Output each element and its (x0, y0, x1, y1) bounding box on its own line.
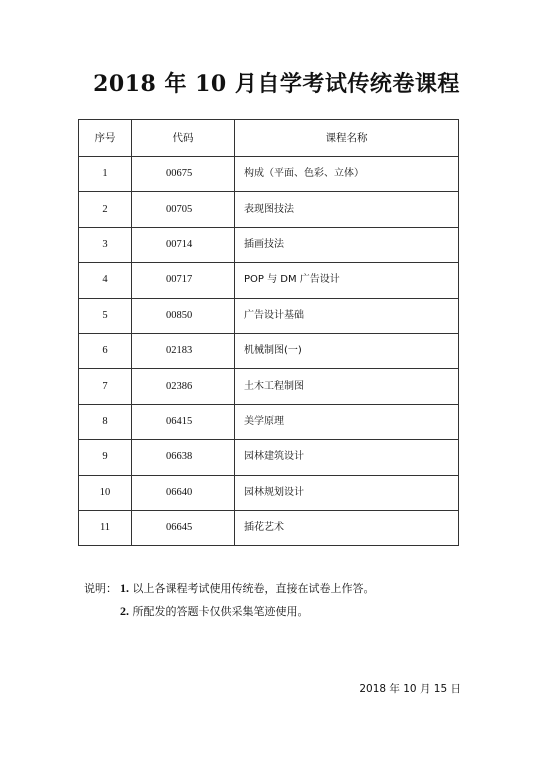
row-course-name: 机械制图(一) (235, 333, 459, 368)
page-title: 2018 年 10 月自学考试传统卷课程 (93, 71, 460, 97)
row-course-code: 00705 (132, 192, 235, 227)
row-course-code: 02386 (132, 369, 235, 404)
row-course-code: 02183 (132, 333, 235, 368)
row-course-name: 园林规划设计 (235, 475, 459, 510)
row-serial-number: 11 (79, 510, 132, 545)
row-course-code: 00714 (132, 227, 235, 262)
row-serial-number: 6 (79, 333, 132, 368)
row-course-name: 美学原理 (235, 404, 459, 439)
table-row (79, 192, 459, 227)
row-serial-number: 9 (79, 440, 132, 475)
table-row (79, 404, 459, 439)
row-course-name: 插花艺术 (235, 510, 459, 545)
row-course-name: 构成（平面、色彩、立体） (235, 157, 459, 192)
row-course-code: 06638 (132, 440, 235, 475)
table-row (79, 475, 459, 510)
row-course-name: 表现图技法 (235, 192, 459, 227)
header-code: 代码 (132, 120, 235, 157)
row-course-name: 广告设计基础 (235, 298, 459, 333)
table-row (79, 227, 459, 262)
table-row (79, 510, 459, 545)
row-serial-number: 7 (79, 369, 132, 404)
note-number: 2. (120, 604, 129, 618)
note-number: 1. (120, 581, 129, 595)
course-table (78, 119, 459, 546)
row-serial-number: 8 (79, 404, 132, 439)
row-serial-number: 5 (79, 298, 132, 333)
note-item (84, 577, 375, 600)
row-course-code: 06645 (132, 510, 235, 545)
row-serial-number: 4 (79, 263, 132, 298)
row-serial-number: 1 (79, 157, 132, 192)
document-date: 2018 年 10 月 15 日 (359, 683, 461, 695)
table-row (79, 333, 459, 368)
row-course-code: 06415 (132, 404, 235, 439)
notes-section (84, 577, 375, 623)
table-row (79, 440, 459, 475)
notes-label: 说明： (84, 582, 117, 595)
row-serial-number: 10 (79, 475, 132, 510)
table-row (79, 157, 459, 192)
header-serial-number: 序号 (79, 120, 132, 157)
row-course-name: POP 与 DM 广告设计 (235, 263, 459, 298)
note-text: 以上各课程考试使用传统卷，直接在试卷上作答。 (132, 582, 375, 595)
row-serial-number: 3 (79, 227, 132, 262)
row-course-code: 00717 (132, 263, 235, 298)
row-serial-number: 2 (79, 192, 132, 227)
row-course-code: 00850 (132, 298, 235, 333)
note-item (84, 600, 375, 623)
table-row (79, 369, 459, 404)
row-course-code: 06640 (132, 475, 235, 510)
table-header-row (79, 120, 459, 157)
table-row (79, 298, 459, 333)
table-row (79, 263, 459, 298)
row-course-name: 土木工程制图 (235, 369, 459, 404)
note-text: 所配发的答题卡仅供采集笔迹使用。 (132, 605, 309, 618)
row-course-name: 园林建筑设计 (235, 440, 459, 475)
header-course-name: 课程名称 (235, 120, 459, 157)
row-course-code: 00675 (132, 157, 235, 192)
row-course-name: 插画技法 (235, 227, 459, 262)
